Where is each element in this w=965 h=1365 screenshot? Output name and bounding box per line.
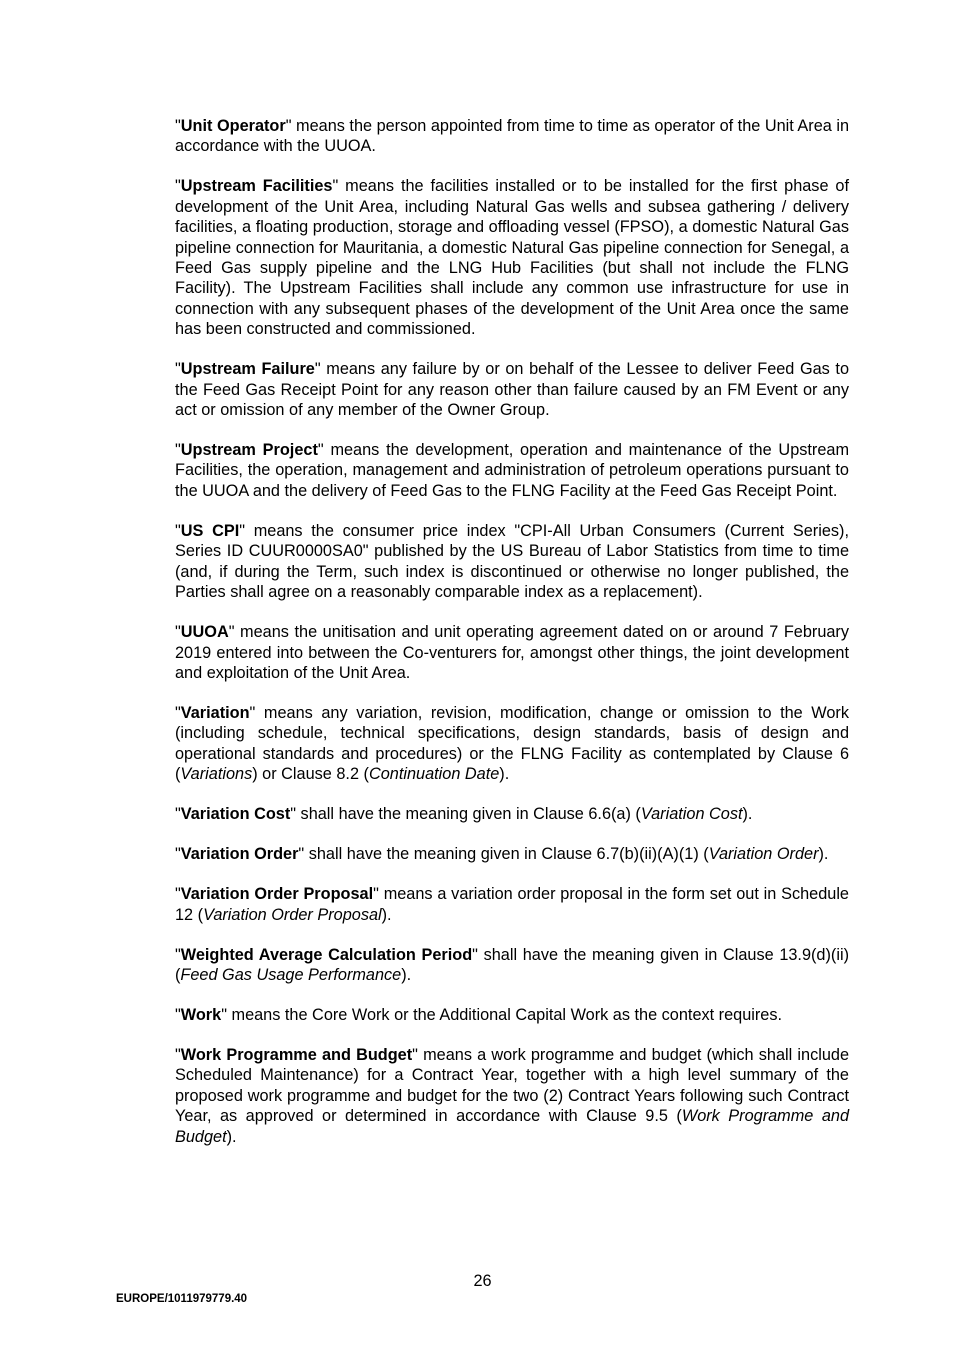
definition-paragraph: "Variation Cost" shall have the meaning given in Clause 6.6(a) (Variation Cost).: [175, 805, 753, 824]
definition-text: ).: [818, 845, 829, 864]
defined-term: Variation Order: [180, 845, 299, 864]
definition-text: ).: [226, 1127, 237, 1146]
definition-text: ).: [742, 805, 753, 824]
definition-paragraph: "Upstream Failure" means any failure by or on behalf of the Lessee to deliver Feed Gas to the Feed Gas Receipt Point for any reason other than failure caused by an FM Event or any act or omission of any member of the Owner Group.: [175, 360, 849, 420]
definition-paragraph: "Variation Order" shall have the meaning given in Clause 6.7(b)(ii)(A)(1) (Variation Order).: [175, 845, 829, 864]
definition-text: means any failure by or on behalf of the Lessee to deliver Feed Gas to the Feed Gas Receipt Point for any reason other than failure caused by an FM Event or any act or omission of any member of the Owner Group.: [175, 360, 849, 420]
definition-text: means the development, operation and maintenance of the Upstream Facilities, the operation, management and administration of petroleum operations pursuant to the UUOA and the delivery of Feed Gas to the FLNG Facility at the Feed Gas Receipt Point.: [175, 441, 850, 500]
clause-reference-title: Variations: [180, 765, 253, 784]
definition-text: means the facilities installed or to be installed for the first phase of development of the Unit Area, including Natural Gas wells and subsea gathering / delivery facilities, a floating production, storage and offloading vessel (FPSO), a domestic Natural Gas pipeline connection for Mauritania, a domestic Natural Gas pipeline connection for Senegal, a Feed Gas supply pipeline and the LNG Hub Facilities (but shall not include the FLNG Facility). The Upstream Facilities shall include any common use infrastructure for use in connection with any subsequent phases of the development of the Unit Area once the same has been constructed and commissioned.: [175, 177, 849, 339]
definition-text: means any variation, revision, modification, change or omission to the Work (including schedule, technical specifications, design standards, basis of design and operational standards and procedures) or the FLNG Facility as contemplated by Clause 6 (: [175, 703, 849, 784]
definition-paragraph: "Weighted Average Calculation Period" shall have the meaning given in Clause 13.9(d)(ii) (Feed Gas Usage Performance).: [175, 945, 849, 984]
definition-paragraph: "Upstream Facilities" means the facilities installed or to be installed for the first phase of development of the Unit Area, including Natural Gas wells and subsea gathering / delivery facilities, a floating production, storage and offloading vessel (FPSO), a domestic Natural Gas pipeline connection for Mauritania, a domestic Natural Gas pipeline connection for Senegal, a Feed Gas supply pipeline and the LNG Hub Facilities (but shall not include the FLNG Facility). The Upstream Facilities shall include any common use infrastructure for use in connection with any subsequent phases of the development of the Unit Area once the same has been constructed and commissioned.: [175, 177, 849, 339]
document-reference: EUROPE/1011979779.40: [116, 1293, 248, 1305]
clause-reference-title: Variation Order: [708, 845, 819, 864]
defined-term: UUOA: [180, 623, 229, 642]
defined-term: Work Programme and Budget: [180, 1045, 413, 1064]
defined-term: Upstream Project: [180, 441, 318, 460]
defined-term: Variation Cost: [180, 805, 291, 824]
defined-term: Variation Order Proposal: [180, 885, 374, 904]
clause-reference-title: Variation Cost: [640, 805, 743, 824]
definition-text: ).: [499, 765, 510, 784]
defined-term: Upstream Failure: [180, 360, 315, 379]
definition-text: shall have the meaning given in Clause 6.7(b)(ii)(A)(1) (: [304, 845, 709, 864]
clause-reference-title: Feed Gas Usage Performance: [180, 965, 402, 984]
defined-term: Upstream Facilities: [180, 177, 333, 196]
definition-paragraph: "UUOA" means the unitisation and unit operating agreement dated on or around 7 February 2019 entered into between the Co-venturers for, amongst other things, the joint development and exploitation of the Unit Area.: [175, 623, 849, 682]
clause-reference-title: Variation Order Proposal: [203, 905, 382, 924]
defined-term: Unit Operator: [180, 117, 286, 135]
definition-paragraph: "Work Programme and Budget" means a work programme and budget (which shall include Scheduled Maintenance) for a Contract Year, together with a high level summary of the proposed work programme and budget for the two (2) Contract Years following such Contract Year, as approved or determined in accordance with Clause 9.5 (Work Programme and Budget).: [175, 1045, 849, 1146]
definition-text: ).: [381, 905, 392, 924]
defined-term: US CPI: [180, 521, 240, 540]
definition-paragraph: "Variation" means any variation, revision, modification, change or omission to the Work (including schedule, technical specifications, design standards, basis of design and operational standards and procedures) or the FLNG Facility as contemplated by Clause 6 (Variations) or Clause 8.2 (Continuation Date).: [175, 703, 849, 784]
definition-text: ) or Clause 8.2 (: [252, 765, 369, 784]
definition-text: shall have the meaning given in Clause 13.9(d)(ii) (: [175, 945, 849, 984]
definition-text: means the unitisation and unit operating agreement dated on or around 7 February 2019 entered into between the Co-venturers for, amongst other things, the joint development and exploitation of the Unit Area.: [175, 623, 849, 682]
definition-paragraph: "US CPI" means the consumer price index "CPI-All Urban Consumers (Current Series), Series ID CUUR0000SA0" published by the US Bureau of Labor Statistics from time to time (and, if during the Term, such index is discontinued or otherwise no longer published, the Parties shall agree on a reasonably comparable index as a replacement).: [175, 521, 849, 602]
definition-text: means the Core Work or the Additional Capital Work as the context requires.: [226, 1005, 783, 1024]
clause-reference-title: Work Programme and Budget: [175, 1107, 849, 1146]
definition-paragraph: "Upstream Project" means the development, operation and maintenance of the Upstream Facilities, the operation, management and administration of petroleum operations pursuant to the UUOA and the delivery of Feed Gas to the FLNG Facility at the Feed Gas Receipt Point.: [175, 441, 850, 500]
definition-paragraph: "Work" means the Core Work or the Additional Capital Work as the context requires.: [175, 1005, 783, 1024]
definition-paragraph: "Variation Order Proposal" means a variation order proposal in the form set out in Schedule 12 (Variation Order Proposal).: [175, 885, 849, 924]
definition-text: ).: [401, 965, 412, 984]
definition-text: means the consumer price index "CPI-All Urban Consumers (Current Series), Series ID CUUR0000SA0" published by the US Bureau of Labor Statistics from time to time (and, if during the Term, such index is discontinued or otherwise no longer published, the Parties shall agree on a reasonably comparable index as a replacement).: [175, 521, 849, 602]
definition-paragraph: "Unit Operator" means the person appointed from time to time as operator of the Unit Area in accordance with the UUOA.: [175, 117, 849, 156]
definition-text: means a work programme and budget (which shall include Scheduled Maintenance) for a Contract Year, together with a high level summary of the proposed work programme and budget for the two (2) Contract Years following such Contract Year, as approved or determined in accordance with Clause 9.5 (: [175, 1045, 849, 1126]
definition-text: means a variation order proposal in the form set out in Schedule 12 (: [175, 885, 849, 924]
defined-term: Weighted Average Calculation Period: [180, 945, 473, 964]
clause-reference-title: Continuation Date: [368, 765, 500, 784]
page-number: 26: [473, 1272, 492, 1290]
definitions-list: [175, 116, 849, 1167]
definition-text: means the person appointed from time to time as operator of the Unit Area in accordance with the UUOA.: [175, 117, 849, 156]
defined-term: Work: [180, 1005, 222, 1024]
definition-text: shall have the meaning given in Clause 6.6(a) (: [296, 805, 641, 824]
defined-term: Variation: [180, 703, 250, 722]
